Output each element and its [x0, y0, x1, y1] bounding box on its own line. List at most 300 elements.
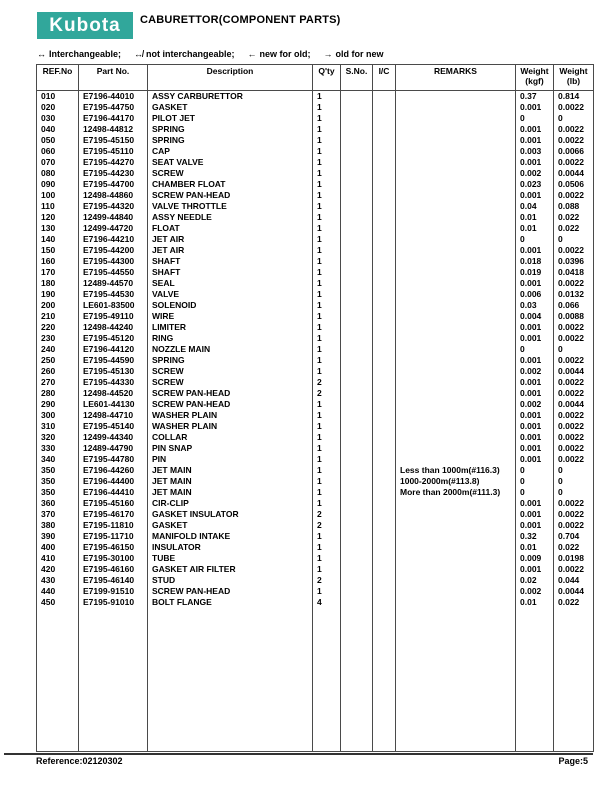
- cell: 12489-44570: [79, 278, 148, 289]
- cell: 1: [313, 179, 341, 190]
- cell: GASKET AIR FILTER: [148, 564, 313, 575]
- cell: 0.02: [516, 575, 554, 586]
- cell: E7195-46160: [79, 564, 148, 575]
- cell: [373, 454, 396, 465]
- cell: E7196-44170: [79, 113, 148, 124]
- cell: [373, 333, 396, 344]
- cell: 1: [313, 212, 341, 223]
- cell: [396, 223, 516, 234]
- cell: LIMITER: [148, 322, 313, 333]
- cell: 240: [37, 344, 79, 355]
- cell: E7199-91510: [79, 586, 148, 597]
- cell: E7196-44010: [79, 91, 148, 103]
- cell: GASKET: [148, 102, 313, 113]
- cell: [373, 366, 396, 377]
- cell: [373, 520, 396, 531]
- cell: GASKET INSULATOR: [148, 509, 313, 520]
- cell: 0.001: [516, 564, 554, 575]
- cell: [341, 245, 373, 256]
- cell: 1: [313, 223, 341, 234]
- cell: [341, 388, 373, 399]
- cell: E7195-91010: [79, 597, 148, 608]
- cell: [373, 509, 396, 520]
- cell: E7195-44330: [79, 377, 148, 388]
- cell: 0.0022: [554, 520, 594, 531]
- cell: 1: [313, 168, 341, 179]
- cell: 12498-44812: [79, 124, 148, 135]
- cell: [373, 476, 396, 487]
- cell: [396, 454, 516, 465]
- cell: 1: [313, 278, 341, 289]
- cell: [396, 124, 516, 135]
- cell: [341, 476, 373, 487]
- cell: [396, 311, 516, 322]
- cell: 1000-2000m(#113.8): [396, 476, 516, 487]
- cell: 1: [313, 135, 341, 146]
- cell: 0.01: [516, 212, 554, 223]
- table-row: [37, 366, 594, 377]
- cell: 0.019: [516, 267, 554, 278]
- cell: [373, 344, 396, 355]
- table-row: [37, 212, 594, 223]
- cell: 030: [37, 113, 79, 124]
- cell: 1: [313, 300, 341, 311]
- column-header: I/C: [373, 65, 396, 91]
- cell: 0.022: [554, 542, 594, 553]
- cell: LE601-44130: [79, 399, 148, 410]
- table-row: [37, 443, 594, 454]
- cell: 0.0066: [554, 146, 594, 157]
- legend-label: not interchangeable;: [146, 49, 235, 59]
- table-row: [37, 179, 594, 190]
- cell: 0.001: [516, 102, 554, 113]
- cell: 1: [313, 586, 341, 597]
- kubota-logo: [37, 12, 133, 39]
- cell: 0.0022: [554, 509, 594, 520]
- header-row: [37, 65, 594, 91]
- cell: CHAMBER FLOAT: [148, 179, 313, 190]
- cell: 1: [313, 102, 341, 113]
- cell: SCREW: [148, 366, 313, 377]
- legend-item: [248, 49, 311, 59]
- cell: [396, 256, 516, 267]
- table-row: [37, 509, 594, 520]
- table-row: [37, 190, 594, 201]
- cell: TUBE: [148, 553, 313, 564]
- legend-symbol-icon: →: [323, 49, 333, 59]
- cell: [373, 256, 396, 267]
- cell: 180: [37, 278, 79, 289]
- cell: 1: [313, 564, 341, 575]
- cell: 1: [313, 234, 341, 245]
- cell: SCREW: [148, 377, 313, 388]
- cell: 0.001: [516, 388, 554, 399]
- cell: [396, 91, 516, 103]
- cell: [341, 168, 373, 179]
- legend-symbol-icon: ↮: [134, 49, 144, 59]
- cell: [396, 333, 516, 344]
- cell: 0.006: [516, 289, 554, 300]
- table-row: [37, 223, 594, 234]
- filler-cell: [313, 608, 341, 752]
- cell: [373, 245, 396, 256]
- table-row: [37, 399, 594, 410]
- cell: 0.001: [516, 355, 554, 366]
- cell: 2: [313, 377, 341, 388]
- cell: 320: [37, 432, 79, 443]
- cell: 280: [37, 388, 79, 399]
- cell: [396, 586, 516, 597]
- cell: [396, 520, 516, 531]
- cell: [341, 355, 373, 366]
- cell: [341, 586, 373, 597]
- cell: Less than 1000m(#116.3): [396, 465, 516, 476]
- cell: 0: [516, 476, 554, 487]
- cell: 1: [313, 355, 341, 366]
- cell: [396, 542, 516, 553]
- cell: [373, 421, 396, 432]
- cell: [341, 124, 373, 135]
- cell: 260: [37, 366, 79, 377]
- cell: 1: [313, 399, 341, 410]
- table-row: [37, 234, 594, 245]
- cell: [341, 575, 373, 586]
- filler-cell: [341, 608, 373, 752]
- cell: 0.001: [516, 157, 554, 168]
- cell: 310: [37, 421, 79, 432]
- cell: [341, 432, 373, 443]
- table-row: [37, 245, 594, 256]
- legend-symbol-icon: ↔: [37, 49, 46, 59]
- table-row: [37, 267, 594, 278]
- cell: E7195-46140: [79, 575, 148, 586]
- cell: 0.001: [516, 498, 554, 509]
- cell: [341, 102, 373, 113]
- cell: SHAFT: [148, 256, 313, 267]
- cell: [373, 201, 396, 212]
- cell: 0.01: [516, 597, 554, 608]
- cell: [373, 564, 396, 575]
- cell: [341, 399, 373, 410]
- cell: 0.002: [516, 366, 554, 377]
- cell: 210: [37, 311, 79, 322]
- table-row: [37, 487, 594, 498]
- cell: [373, 135, 396, 146]
- cell: 0.088: [554, 201, 594, 212]
- cell: VALVE THROTTLE: [148, 201, 313, 212]
- cell: [373, 465, 396, 476]
- table-row: [37, 454, 594, 465]
- cell: 1: [313, 157, 341, 168]
- cell: [341, 333, 373, 344]
- cell: SCREW PAN-HEAD: [148, 388, 313, 399]
- cell: 2: [313, 509, 341, 520]
- cell: 0.0022: [554, 388, 594, 399]
- footer-divider: [4, 753, 593, 755]
- cell: [373, 113, 396, 124]
- cell: [341, 157, 373, 168]
- cell: 0.0022: [554, 135, 594, 146]
- cell: 420: [37, 564, 79, 575]
- cell: [373, 124, 396, 135]
- cell: 370: [37, 509, 79, 520]
- cell: 200: [37, 300, 79, 311]
- cell: 0.001: [516, 443, 554, 454]
- cell: SEAL: [148, 278, 313, 289]
- table-row: [37, 344, 594, 355]
- cell: 2: [313, 575, 341, 586]
- table-row: [37, 355, 594, 366]
- cell: 1: [313, 113, 341, 124]
- cell: INSULATOR: [148, 542, 313, 553]
- cell: 0.0022: [554, 432, 594, 443]
- column-header: Weight (lb): [554, 65, 594, 91]
- cell: SPRING: [148, 135, 313, 146]
- cell: 150: [37, 245, 79, 256]
- cell: 1: [313, 124, 341, 135]
- table-row: [37, 91, 594, 103]
- cell: 0.0418: [554, 267, 594, 278]
- table-row: [37, 476, 594, 487]
- cell: [396, 399, 516, 410]
- cell: [373, 267, 396, 278]
- cell: E7195-30100: [79, 553, 148, 564]
- cell: 350: [37, 476, 79, 487]
- cell: E7195-45130: [79, 366, 148, 377]
- table-row: [37, 388, 594, 399]
- cell: 0: [554, 113, 594, 124]
- cell: 350: [37, 487, 79, 498]
- cell: [396, 179, 516, 190]
- cell: 1: [313, 454, 341, 465]
- cell: 1: [313, 553, 341, 564]
- cell: 1: [313, 498, 341, 509]
- cell: 12499-44340: [79, 432, 148, 443]
- cell: [341, 223, 373, 234]
- cell: 0.001: [516, 124, 554, 135]
- cell: 1: [313, 443, 341, 454]
- cell: [373, 223, 396, 234]
- cell: 1: [313, 146, 341, 157]
- cell: [373, 377, 396, 388]
- cell: 0.001: [516, 135, 554, 146]
- cell: [396, 344, 516, 355]
- cell: [341, 443, 373, 454]
- cell: 0: [516, 465, 554, 476]
- cell: [341, 531, 373, 542]
- cell: 1: [313, 487, 341, 498]
- cell: 1: [313, 322, 341, 333]
- cell: E7195-11710: [79, 531, 148, 542]
- cell: BOLT FLANGE: [148, 597, 313, 608]
- cell: [396, 355, 516, 366]
- cell: 12499-44720: [79, 223, 148, 234]
- table-row: [37, 124, 594, 135]
- cell: [396, 388, 516, 399]
- cell: 0.37: [516, 91, 554, 103]
- cell: 0.001: [516, 190, 554, 201]
- cell: 090: [37, 179, 79, 190]
- cell: [373, 531, 396, 542]
- cell: E7196-44400: [79, 476, 148, 487]
- table-row: [37, 256, 594, 267]
- cell: 1: [313, 344, 341, 355]
- cell: 0.0022: [554, 245, 594, 256]
- cell: [396, 245, 516, 256]
- cell: 0.022: [554, 597, 594, 608]
- cell: E7195-44530: [79, 289, 148, 300]
- cell: LE601-83500: [79, 300, 148, 311]
- cell: 070: [37, 157, 79, 168]
- cell: [396, 410, 516, 421]
- cell: 0.0198: [554, 553, 594, 564]
- cell: 4: [313, 597, 341, 608]
- cell: 0.0044: [554, 399, 594, 410]
- cell: 0.0022: [554, 333, 594, 344]
- column-header: Weight (kgf): [516, 65, 554, 91]
- column-header: Part No.: [79, 65, 148, 91]
- legend-item: [37, 49, 121, 59]
- cell: 1: [313, 256, 341, 267]
- cell: 360: [37, 498, 79, 509]
- cell: JET AIR: [148, 245, 313, 256]
- cell: 190: [37, 289, 79, 300]
- cell: 0.0022: [554, 278, 594, 289]
- cell: SCREW: [148, 168, 313, 179]
- cell: [341, 509, 373, 520]
- cell: SHAFT: [148, 267, 313, 278]
- cell: 380: [37, 520, 79, 531]
- cell: [341, 179, 373, 190]
- cell: [341, 410, 373, 421]
- cell: 0.001: [516, 322, 554, 333]
- cell: [373, 586, 396, 597]
- cell: 0.001: [516, 410, 554, 421]
- cell: [373, 432, 396, 443]
- cell: ASSY CARBURETTOR: [148, 91, 313, 103]
- cell: 0.022: [554, 223, 594, 234]
- cell: 230: [37, 333, 79, 344]
- cell: 0.009: [516, 553, 554, 564]
- cell: JET MAIN: [148, 476, 313, 487]
- table-row: [37, 432, 594, 443]
- cell: [373, 289, 396, 300]
- cell: [396, 509, 516, 520]
- cell: 12498-44520: [79, 388, 148, 399]
- cell: 0.018: [516, 256, 554, 267]
- legend-label: Interchangeable;: [49, 49, 122, 59]
- cell: [396, 113, 516, 124]
- cell: 0.0044: [554, 168, 594, 179]
- cell: 0.003: [516, 146, 554, 157]
- cell: [341, 146, 373, 157]
- cell: [341, 487, 373, 498]
- table-row: [37, 333, 594, 344]
- cell: [341, 564, 373, 575]
- table-row: [37, 575, 594, 586]
- table-row: [37, 300, 594, 311]
- cell: 220: [37, 322, 79, 333]
- table-row: [37, 421, 594, 432]
- cell: 0.001: [516, 245, 554, 256]
- cell: [373, 575, 396, 586]
- cell: 0.0022: [554, 124, 594, 135]
- cell: 0.0022: [554, 355, 594, 366]
- cell: 0: [516, 234, 554, 245]
- cell: 0.002: [516, 399, 554, 410]
- cell: 12498-44240: [79, 322, 148, 333]
- cell: [341, 597, 373, 608]
- cell: 0.001: [516, 377, 554, 388]
- cell: E7196-44120: [79, 344, 148, 355]
- cell: WASHER PLAIN: [148, 410, 313, 421]
- cell: 0.32: [516, 531, 554, 542]
- cell: [373, 146, 396, 157]
- filler-cell: [148, 608, 313, 752]
- cell: PILOT JET: [148, 113, 313, 124]
- cell: 0: [516, 344, 554, 355]
- cell: 0: [554, 234, 594, 245]
- legend-item: [134, 49, 235, 59]
- cell: 0.01: [516, 223, 554, 234]
- cell: [396, 102, 516, 113]
- cell: [396, 135, 516, 146]
- cell: 0.0044: [554, 586, 594, 597]
- parts-table-header: [37, 65, 594, 91]
- table-row: [37, 289, 594, 300]
- table-row: [37, 531, 594, 542]
- cell: 1: [313, 421, 341, 432]
- cell: 0.001: [516, 432, 554, 443]
- legend-symbol-icon: ←: [247, 49, 257, 59]
- cell: SPRING: [148, 355, 313, 366]
- interchangeability-legend: [37, 49, 397, 59]
- cell: E7195-44320: [79, 201, 148, 212]
- cell: E7195-44590: [79, 355, 148, 366]
- cell: COLLAR: [148, 432, 313, 443]
- cell: [341, 498, 373, 509]
- cell: [341, 267, 373, 278]
- cell: 0.002: [516, 586, 554, 597]
- cell: E7196-44410: [79, 487, 148, 498]
- cell: 050: [37, 135, 79, 146]
- cell: 0: [554, 344, 594, 355]
- cell: 0.023: [516, 179, 554, 190]
- cell: SCREW PAN-HEAD: [148, 190, 313, 201]
- column-header: REF.No: [37, 65, 79, 91]
- cell: 250: [37, 355, 79, 366]
- cell: 12498-44860: [79, 190, 148, 201]
- cell: GASKET: [148, 520, 313, 531]
- cell: 290: [37, 399, 79, 410]
- cell: [396, 597, 516, 608]
- cell: [341, 465, 373, 476]
- cell: [396, 267, 516, 278]
- table-row: [37, 564, 594, 575]
- cell: [341, 377, 373, 388]
- cell: 0.0022: [554, 410, 594, 421]
- cell: [341, 311, 373, 322]
- parts-table-body: [37, 91, 594, 752]
- page-title: CABURETTOR(COMPONENT PARTS): [140, 14, 341, 26]
- cell: 1: [313, 366, 341, 377]
- cell: E7195-44270: [79, 157, 148, 168]
- cell: [373, 355, 396, 366]
- cell: [341, 190, 373, 201]
- cell: ASSY NEEDLE: [148, 212, 313, 223]
- cell: E7196-44210: [79, 234, 148, 245]
- table-row: [37, 102, 594, 113]
